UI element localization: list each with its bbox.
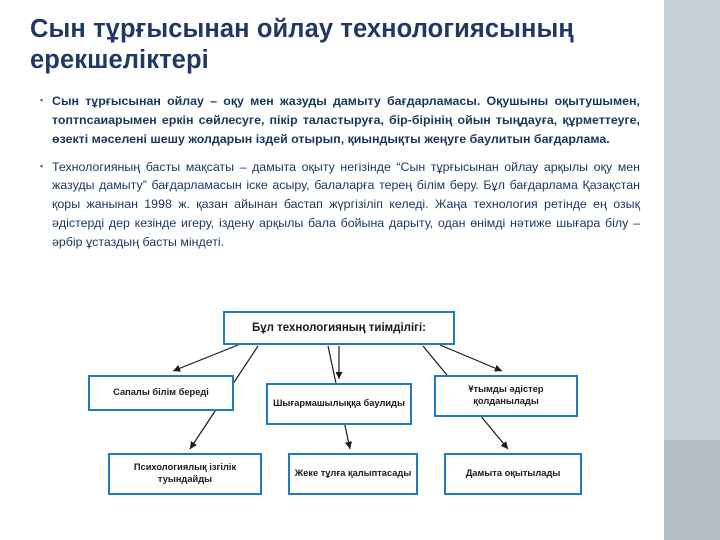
bullet-icon: ▪ (40, 95, 44, 105)
diagram-node: Шығармашылыққа баулиды (266, 383, 412, 425)
decorative-right-bar-accent (664, 440, 720, 540)
diagram-node: Жеке тұлға қалыптасады (288, 453, 418, 495)
diagram-container (78, 305, 586, 527)
diagram-node: Дамыта оқытылады (444, 453, 582, 495)
decorative-left-band (0, 0, 14, 540)
slide-title: Сын тұрғысынан ойлау технологиясының ерекшеліктері (30, 15, 574, 75)
body-paragraph-text: Технологияның басты мақсаты – дамыта оқыту негізінде “Сын тұрғысынан ойлау арқылы оқу мен жазуды дамыту” бағдарламасын іске асыру, балаларға терең білім беру. Бұл бағдарлама Қазақстан қоры жанынан 1998 ж. қазан айынан бастап жүргізіліп келеді. Жаңа технология ретінде ең озық әдістерді дер кезінде игеру, іздену арқылы бала бойына дарыту, одан өнімді нәтиже шығара білу – әрбір ұстаздың басты міндеті. (52, 159, 640, 249)
diagram-node: Сапалы білім береді (88, 375, 234, 411)
body-paragraph (40, 92, 640, 149)
diagram-node: Ұтымды әдістер қолданылады (434, 375, 578, 417)
slide-body (40, 92, 640, 261)
diagram-node: Психологиялық ізгілік туындайды (108, 453, 262, 495)
diagram-title-node: Бұл технологияның тиімділігі: (223, 311, 455, 345)
body-paragraph-text: Сын тұрғысынан ойлау – оқу мен жазуды дамыту бағдарламасы. Оқушыны оқытушымен, топтnсаиарымен еркін сөйлесуге, пікір таластыруға, бір-бірінің ойын тыңдауға, құрметтеуге, өзекті мәселені шешу жолдарын іздей отырып, қиындықты жеңуге баулитын бағдарлама. (52, 94, 640, 146)
body-paragraph (40, 158, 640, 252)
bullet-icon: ▪ (40, 160, 44, 171)
